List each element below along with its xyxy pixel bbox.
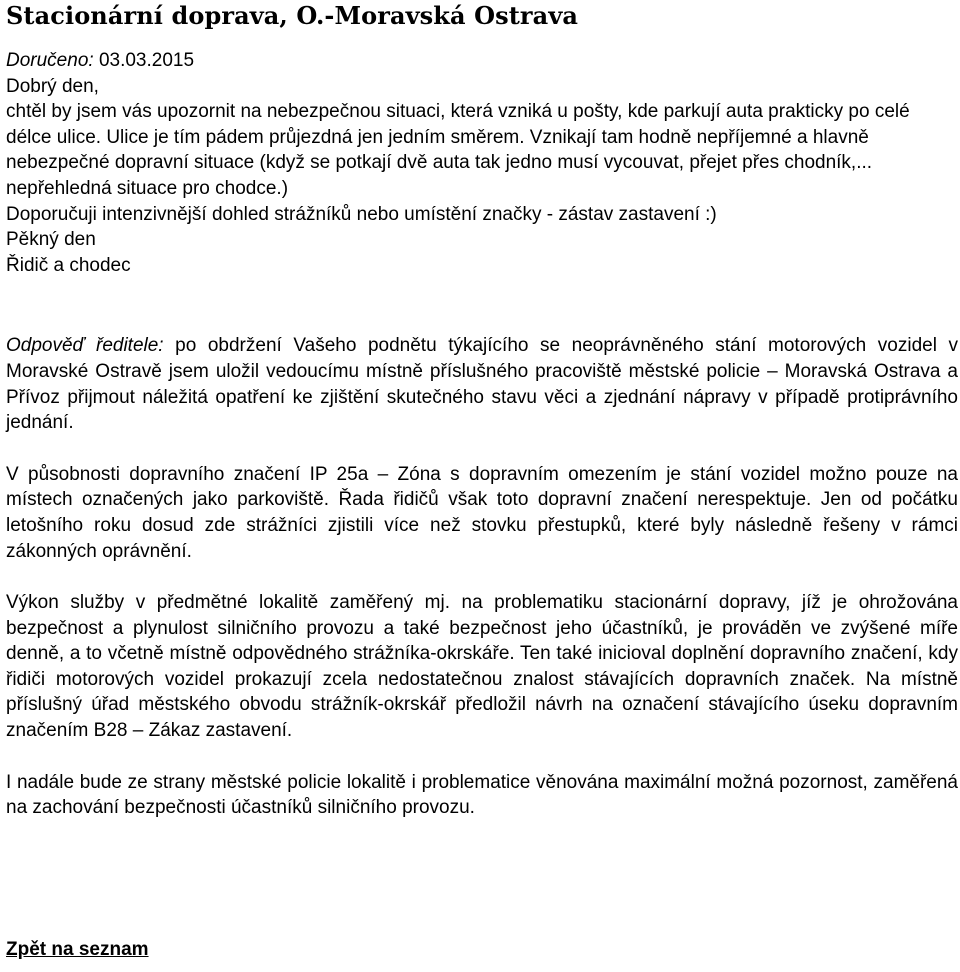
delivered-label: Doručeno: xyxy=(6,50,94,71)
answer-paragraph-4: I nadále bude ze strany městské policie lokalitě i problematice věnována maximální možná pozornost, zaměřená na zachování bezpečnosti účastníků silničního provozu. xyxy=(6,771,958,819)
complaint-suggestion: Doporučuji intenzivnější dohled strážníků nebo umístění značky - zástav zastavení :) xyxy=(6,203,717,225)
spacer xyxy=(6,744,958,770)
delivered-date: 03.03.2015 xyxy=(93,50,195,71)
complaint-greeting: Dobrý den, xyxy=(6,75,99,97)
answer-paragraph-1 xyxy=(6,333,958,435)
delivered-line xyxy=(6,48,958,74)
page-title: Stacionární doprava, O.-Moravská Ostrava xyxy=(6,1,579,30)
complaint-section xyxy=(6,48,958,278)
answer-section xyxy=(6,333,958,821)
document-page xyxy=(6,0,959,960)
complaint-body: chtěl by jsem vás upozornit na nebezpečnou situaci, která vzniká u pošty, kde parkují auta prakticky po celé délce ulice. Ulice je tím pádem průjezdná jen jedním směrem. Vznikají tam hodně nepříjemné a hlavně nebezpečné dopravní situace (když se potkají dvě auta tak jedno musí vycouvat, přejet přes chodník,... nepřehledná situace pro chodce.) xyxy=(6,101,910,199)
answer-label: Odpověď ředitele: xyxy=(6,335,164,357)
complaint-closing: Pěkný den xyxy=(6,229,96,251)
spacer xyxy=(6,436,958,462)
answer-paragraph-2: V působnosti dopravního značení IP 25a – Zóna s dopravním omezením je stání vozidel možno pouze na místech označených jako parkoviště. Řada řidičů však toto dopravní značení nerespektuje. Jen od počátku letošního roku dosud zde strážníci zjistili více než stovku přestupků, které byly následně řešeny v rámci zákonných oprávnění. xyxy=(6,463,958,562)
back-to-list-link[interactable]: Zpět na seznam xyxy=(6,939,149,960)
spacer xyxy=(6,278,958,333)
answer-paragraph-1-text: po obdržení Vašeho podnětu týkajícího se neoprávněného stání motorových vozidel v Moravské Ostravě jsem uložil vedoucímu místně příslušného pracoviště městské policie – Moravská Ostrava a Přívoz přijmout náležitá opatření ke zjištění skutečného stavu věci a zjednání nápravy v případě protiprávního jednání. xyxy=(6,335,959,434)
complaint-signature: Řidič a chodec xyxy=(6,254,131,276)
answer-paragraph-3: Výkon služby v předmětné lokalitě zaměřený mj. na problematiku stacionární dopravy, jíž je ohrožována bezpečnost a plynulost silničního provozu a také bezpečnost jeho účastníků, je prováděn ve zvýšené míře denně, a to včetně místně odpovědného strážníka-okrskáře. Ten také inicioval doplnění dopravního značení, kdy řidiči motorových vozidel prokazují zcela nedostatečnou znalost stávajících dopravních značek. Na místně příslušný úřad městského obvodu strážník-okrskář předložil návrh na označení stávajícího úseku dopravním značením B28 – Zákaz zastavení. xyxy=(6,592,958,742)
back-link-wrapper xyxy=(6,939,149,961)
spacer xyxy=(6,564,958,590)
